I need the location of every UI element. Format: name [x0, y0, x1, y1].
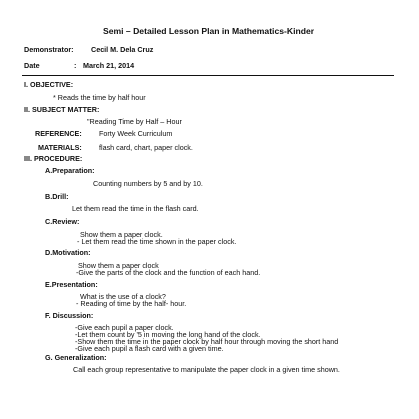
review-label: C.Review:	[45, 217, 80, 226]
subject-matter-topic: "Reading Time by Half – Hour	[87, 117, 182, 126]
presentation-line-2: - Reading of time by the half- hour.	[76, 299, 187, 308]
discussion-line-4: -Give each pupil a flash card with a given time.	[75, 344, 224, 353]
demonstrator-value: Cecil M. Dela Cruz	[91, 45, 154, 54]
presentation-label: E.Presentation:	[45, 280, 98, 289]
materials-label: MATERIALS:	[38, 143, 82, 152]
discussion-line-2: -Let them count by '5 in moving the long hand of the clock.	[75, 330, 261, 339]
review-line-2: - Let them read the time shown in the paper clock.	[77, 237, 237, 246]
procedure-heading: III. PROCEDURE:	[24, 154, 83, 163]
subject-matter-heading: II. SUBJECT MATTER:	[24, 105, 100, 114]
materials-value: flash card, chart, paper clock.	[99, 143, 193, 152]
objective-text: * Reads the time by half hour	[53, 93, 146, 102]
reference-label: REFERENCE:	[35, 129, 82, 138]
reference-value: Forty Week Curriculum	[99, 129, 173, 138]
discussion-line-1: -Give each pupil a paper clock.	[75, 323, 174, 332]
drill-text: Let them read the time in the flash card.	[72, 204, 199, 213]
document-title: Semi – Detailed Lesson Plan in Mathematics-Kinder	[103, 26, 315, 36]
motivation-label: D.Motivation:	[45, 248, 91, 257]
motivation-line-2: -Give the parts of the clock and the function of each hand.	[76, 268, 261, 277]
discussion-line-3: -Show them the time in the paper clock by half hour through moving the short hand	[75, 337, 339, 346]
discussion-label: F. Discussion:	[45, 311, 94, 320]
preparation-text: Counting numbers by 5 and by 10.	[93, 179, 203, 188]
header-divider	[22, 75, 394, 76]
objective-heading: I. OBJECTIVE:	[24, 80, 74, 89]
demonstrator-label: Demonstrator:	[24, 45, 74, 54]
date-value: March 21, 2014	[83, 61, 135, 70]
preparation-label: A.Preparation:	[45, 166, 95, 175]
generalization-text: Call each group representative to manipulate the paper clock in a given time shown.	[73, 365, 340, 374]
presentation-line-1: What is the use of a clock?	[80, 292, 166, 301]
review-line-1: Show them a paper clock.	[80, 230, 163, 239]
motivation-line-1: Show them a paper clock	[78, 261, 159, 270]
date-separator: :	[74, 61, 77, 70]
drill-label: B.Drill:	[45, 192, 69, 201]
date-label: Date	[24, 61, 40, 70]
generalization-label: G. Generalization:	[45, 353, 107, 362]
